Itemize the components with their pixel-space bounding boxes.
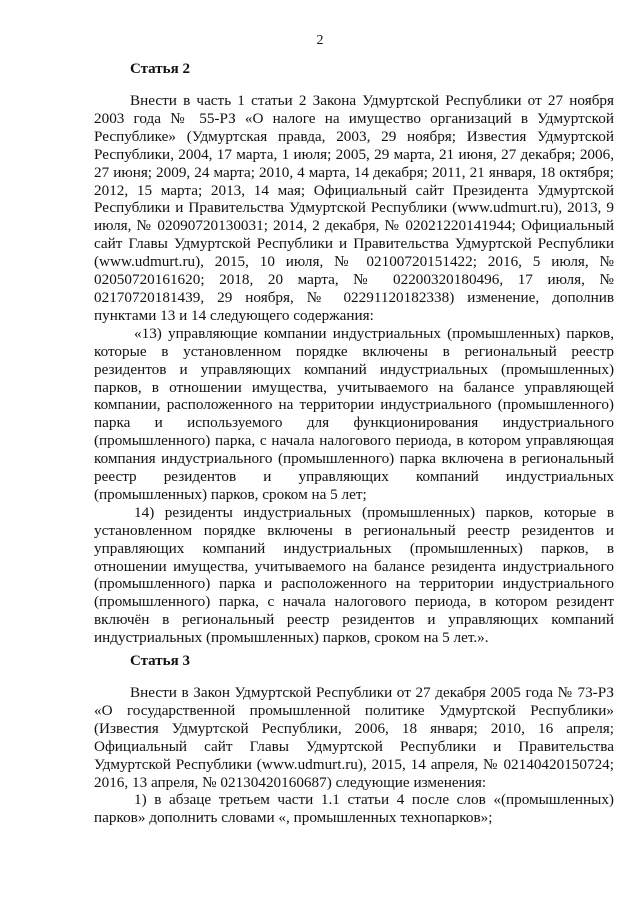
article-3-intro: Внести в Закон Удмуртской Республики от 27 декабря 2005 года № 73-РЗ «О государственной промышленной политике Удмуртской Республики» (Известия Удмуртской Республики, 2006, 18 января; 2010, 16 апреля; Официальный сайт Главы Удмуртской Республики и Правительства Удмуртской Республики (www.udmurt.ru), 2015, 14 апреля, № 02140420150724; 2016, 13 апреля, № 02130420160687) следующие изменения: xyxy=(94,684,614,791)
article-3-body xyxy=(94,684,614,827)
article-2-heading: Статья 2 xyxy=(130,61,190,77)
article-2-item-13: «13) управляющие компании индустриальных (промышленных) парков, которые в установленном порядке включены в региональный реестр резидентов и управляющих компаний индустриальных (промышленных) парков, в отношении имущества, учитываемого на балансе управляющей компании, расположенного на территории индустриального (промышленного) парка и используемого для функционирования индустриального (промышленного) парка, с начала налогового периода, в котором управляющая компания индустриального (промышленного) парка включена в региональный реестр резидентов и управляющих компаний индустриальных (промышленных) парков, сроком на 5 лет; xyxy=(94,324,614,503)
article-2-body xyxy=(94,92,614,647)
article-2-item-14: 14) резиденты индустриальных (промышленных) парков, которые в установленном порядке включены в региональный реестр резидентов и управляющих компаний индустриальных (промышленных) парков, в отношении имущества, учитываемого на балансе резидента индустриального (промышленного) парка и расположенного на территории индустриального (промышленного) парка, с начала налогового периода, в котором резидент включён в региональный реестр резидентов и управляющих компаний индустриальных (промышленных) парков, сроком на 5 лет.». xyxy=(94,503,614,647)
article-3-item-1: 1) в абзаце третьем части 1.1 статьи 4 после слов «(промышленных) парков» дополнить словами «, промышленных технопарков»; xyxy=(94,791,614,827)
page-number: 2 xyxy=(316,33,324,48)
article-3-heading: Статья 3 xyxy=(130,653,190,669)
article-2-intro: Внести в часть 1 статьи 2 Закона Удмуртской Республики от 27 ноября 2003 года № 55-РЗ «О налоге на имущество организаций в Удмуртской Республике» (Удмуртская правда, 2003, 29 ноября; Известия Удмуртской Республики, 2004, 17 марта, 1 июля; 2005, 29 марта, 21 июня, 27 декабря; 2006, 27 июня; 2009, 24 марта; 2010, 4 марта, 14 декабря; 2011, 21 января, 18 октября; 2012, 15 марта; 2013, 14 мая; Официальный сайт Президента Удмуртской Республики и Правительства Удмуртской Республики (www.udmurt.ru), 2013, 9 июля, № 02090720130031; 2014, 2 декабря, № 02021220141944; Официальный сайт Главы Удмуртской Республики и Правительства Удмуртской Республики (www.udmurt.ru), 2015, 10 июля, № 02100720151422; 2016, 5 июля, № 02050720161620; 2018, 20 марта, № 02200320180496, 17 июля, № 02170720181439, 29 ноября, № 02291120182338) изменение, дополнив пунктами 13 и 14 следующего содержания: xyxy=(94,92,614,324)
